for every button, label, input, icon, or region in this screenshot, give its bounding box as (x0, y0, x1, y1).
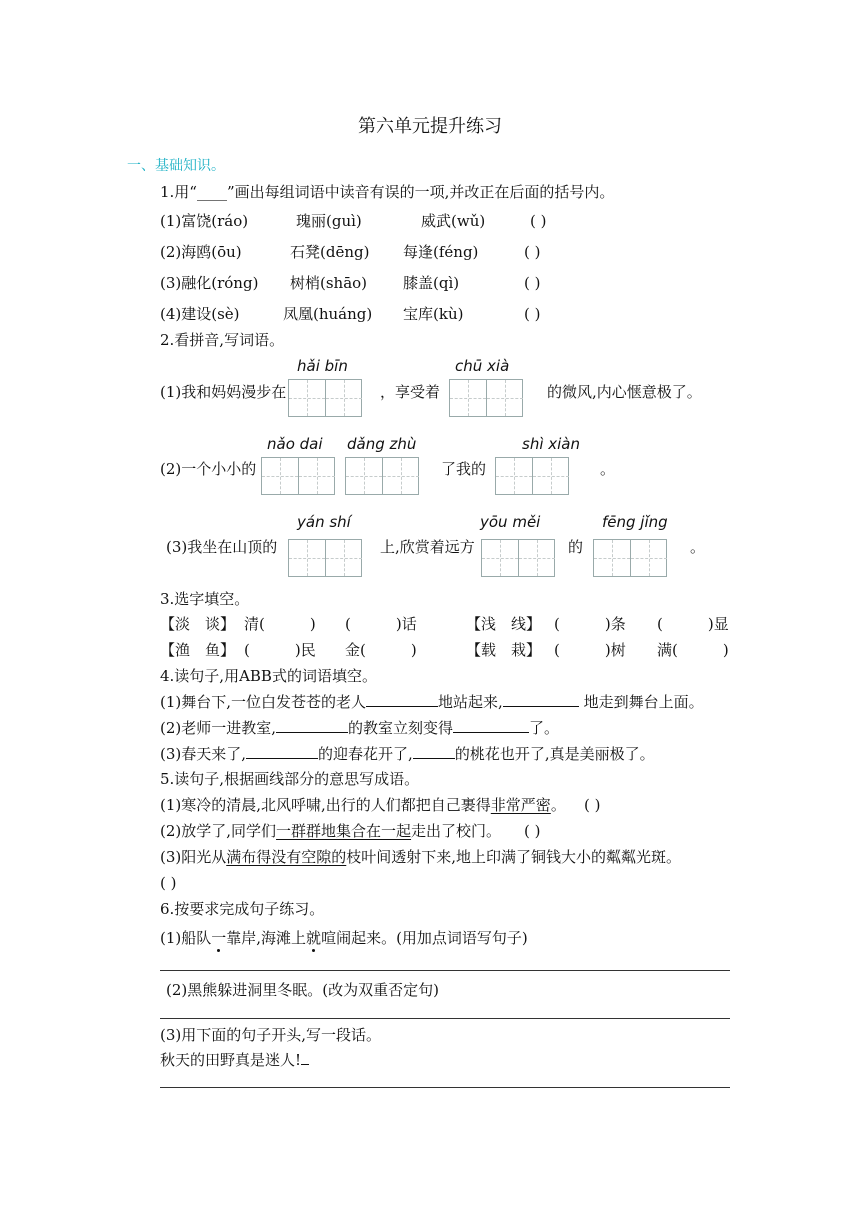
q6-heading: 6.按要求完成句子练习。 (160, 900, 325, 918)
pinyin-label: dǎng zhù (347, 435, 417, 453)
page-title: 第六单元提升练习 (358, 116, 502, 137)
answer-paren[interactable]: ( ) (524, 822, 541, 840)
fill-blank[interactable] (276, 718, 348, 733)
q5-line-2: (2)放学了,同学们一群群地集合在一起走出了校门。 (160, 822, 502, 840)
answer-line[interactable] (160, 1018, 730, 1019)
q5-line-3: (3)阳光从满布得没有空隙的枝叶间透射下来,地上印满了铜钱大小的粼粼光斑。 (160, 848, 682, 866)
answer-paren[interactable]: ( ) (524, 274, 541, 292)
q6-task-3: (3)用下面的句子开头,写一段话。 (160, 1026, 382, 1044)
q4-line-1: (1)舞台下,一位白发苍苍的老人 地站起来, 地走到舞台上面。 (160, 693, 704, 711)
character-grid[interactable] (495, 457, 569, 495)
fill-blank[interactable] (246, 744, 318, 759)
fill-blank[interactable] (366, 692, 438, 707)
section-heading: 一、基础知识。 (127, 158, 225, 174)
q4-line-2: (2)老师一进教室, 的教室立刻变得 了。 (160, 719, 560, 737)
answer-line[interactable] (160, 1087, 730, 1088)
answer-paren[interactable]: ( ) (524, 305, 541, 323)
pinyin-label: chū xià (455, 357, 510, 375)
q5-line-1: (1)寒冷的清晨,北风呼啸,出行的人们都把自己裹得非常严密。 (160, 796, 566, 814)
fill-blank[interactable] (503, 692, 579, 707)
q6-task-1: (1)船队一靠岸,海滩上就喧闹起来。(用加点词语写句子) (160, 929, 528, 947)
pinyin-label: shì xiàn (522, 435, 581, 453)
fill-blank[interactable] (453, 718, 529, 733)
character-grid[interactable] (261, 457, 335, 495)
character-grid[interactable] (288, 379, 362, 417)
character-grid[interactable] (345, 457, 419, 495)
q1-heading: 1.用“____”画出每组词语中读音有误的一项,并改正在后面的括号内。 (160, 183, 615, 201)
q6-task-2: (2)黑熊躲进洞里冬眠。(改为双重否定句) (166, 981, 439, 999)
q2-heading: 2.看拼音,写词语。 (160, 331, 285, 349)
character-grid[interactable] (288, 539, 362, 577)
pinyin-label: hǎi bīn (297, 357, 348, 375)
pinyin-label: yōu měi (480, 513, 541, 531)
answer-paren[interactable]: ( ) (160, 874, 177, 892)
pinyin-label: nǎo dai (267, 435, 323, 453)
answer-paren[interactable]: ( ) (530, 212, 547, 230)
q4-heading: 4.读句子,用ABB式的词语填空。 (160, 667, 377, 685)
character-grid[interactable] (481, 539, 555, 577)
answer-paren[interactable]: ( ) (524, 243, 541, 261)
character-grid[interactable] (449, 379, 523, 417)
pinyin-label: fēng jǐng (602, 513, 668, 531)
q3-heading: 3.选字填空。 (160, 590, 250, 608)
q6-task-3-start: 秋天的田野真是迷人! (160, 1050, 309, 1070)
answer-paren[interactable]: ( ) (584, 796, 601, 814)
q4-line-3: (3)春天来了, 的迎春花开了, 的桃花也开了,真是美丽极了。 (160, 745, 655, 763)
pinyin-label: yán shí (297, 513, 351, 531)
fill-blank[interactable] (413, 744, 455, 759)
character-grid[interactable] (593, 539, 667, 577)
answer-line[interactable] (160, 970, 730, 971)
q5-heading: 5.读句子,根据画线部分的意思写成语。 (160, 770, 420, 788)
